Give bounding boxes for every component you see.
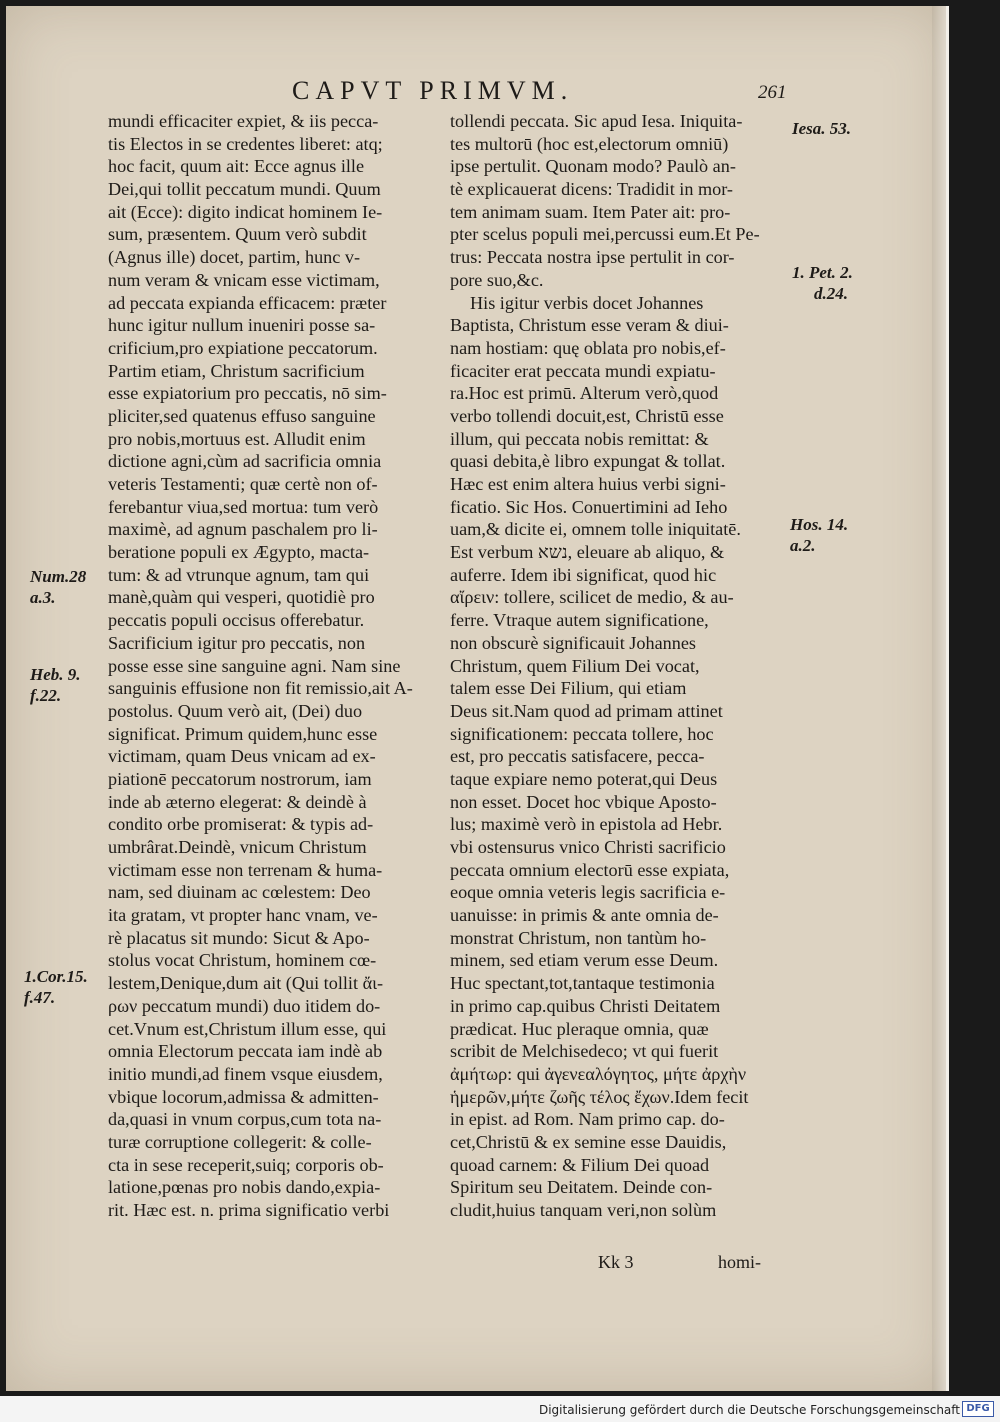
text-line: lestem,Denique,dum ait (Qui tollit ἄι- bbox=[108, 973, 384, 994]
text-line: piationē peccatorum nostrorum, iam bbox=[108, 768, 372, 789]
right-text-column bbox=[450, 110, 790, 1222]
text-line: ra.Hoc est primū. Alterum verò,quod bbox=[450, 383, 719, 404]
text-line: in primo cap.quibus Christi Deitatem bbox=[450, 995, 721, 1016]
text-line: Sacrificium igitur pro peccatis, non bbox=[108, 632, 366, 653]
text-line: scribit de Melchisedeco; vt qui fuerit bbox=[450, 1041, 719, 1062]
text-line: cludit,huius tanquam veri,non solùm bbox=[450, 1200, 717, 1220]
text-line: uam,& dicite ei, omnem tolle iniquitatē. bbox=[450, 519, 741, 540]
text-line: inde ab æterno elegerat: & deindè à bbox=[108, 791, 367, 812]
page-edge bbox=[932, 6, 946, 1391]
text-line: condito orbe promiserat: & typis ad- bbox=[108, 814, 374, 835]
margin-note-iesa: Iesa. 53. bbox=[792, 119, 852, 138]
text-line: Huc spectant,tot,tantaque testimonia bbox=[450, 973, 715, 994]
text-line: manè,quàm qui vesperi, quotidiè pro bbox=[108, 587, 375, 608]
text-line: veteris Testamenti; quæ certè non of- bbox=[108, 474, 378, 494]
text-line: posse esse sine sanguine agni. Nam sine bbox=[108, 655, 401, 676]
text-line: ἡμερῶν,μήτε ζωῆς τέλος ἔχων.Idem fecit bbox=[450, 1086, 749, 1107]
text-line: Hæc est enim altera huius verbi signi- bbox=[450, 474, 726, 494]
text-line: ipse pertulit. Quonam modo? Paulò an- bbox=[450, 156, 736, 177]
margin-note-heb: Heb. 9. f.22. bbox=[30, 665, 81, 705]
text-line: in epist. ad Rom. Nam primo cap. do- bbox=[450, 1109, 725, 1130]
left-text-column bbox=[108, 110, 438, 1222]
margin-note-1cor: 1.Cor.15. f.47. bbox=[24, 967, 88, 1007]
text-line: tem animam suam. Item Pater ait: pro- bbox=[450, 201, 731, 222]
text-line: latione,pœnas pro nobis dando,expia- bbox=[108, 1177, 381, 1198]
text-line: non obscurè significauit Johannes bbox=[450, 632, 696, 653]
text-line: taque expiare nemo poterat,qui Deus bbox=[450, 768, 718, 789]
text-line: cta in sese receperit,suiq; corporis ob- bbox=[108, 1154, 384, 1175]
text-line: Est verbum נשא, eleuare ab aliquo, & bbox=[450, 542, 725, 563]
text-line: cet.Vnum est,Christum illum esse, qui bbox=[108, 1018, 387, 1039]
footer-bar bbox=[0, 1396, 1000, 1422]
text-line: rit. Hæc est. n. prima significatio verbi bbox=[108, 1200, 390, 1220]
text-line: minem, sed etiam verum esse Deum. bbox=[450, 950, 719, 971]
text-line: prædicat. Huc pleraque omnia, quæ bbox=[450, 1018, 709, 1039]
text-line: turæ corruptione collegerit: & colle- bbox=[108, 1131, 372, 1152]
funding-credit: Digitalisierung gefördert durch die Deutsche Forschungsgemeinschaft bbox=[538, 1403, 960, 1417]
text-line: rè placatus sit mundo: Sicut & Apo- bbox=[108, 927, 370, 948]
text-line: Dei,qui tollit peccatum mundi. Quum bbox=[108, 179, 381, 200]
text-line: significationem: peccata tollere, hoc bbox=[450, 723, 714, 744]
text-line: (Agnus ille) docet, partim, hunc v- bbox=[108, 247, 361, 268]
text-line: trus: Peccata nostra ipse pertulit in cor- bbox=[450, 247, 735, 268]
text-line: peccatis populi occisus offerebatur. bbox=[108, 610, 365, 631]
catchword: homi- bbox=[718, 1252, 761, 1272]
text-line: tum: & ad vtrunque agnum, tam qui bbox=[108, 564, 370, 585]
text-line: est, pro peccatis satisfacere, pecca- bbox=[450, 746, 705, 767]
text-line: umbrârat.Deindè, vnicum Christum bbox=[108, 837, 367, 857]
text-line: ἀμήτωρ: qui ἀγενεαλόγητος, μήτε ἀρχὴν bbox=[450, 1063, 747, 1084]
text-line: stolus vocat Christum, hominem cœ- bbox=[108, 950, 377, 971]
text-line: ficatio. Sic Hos. Conuertimini ad Ieho bbox=[450, 496, 728, 517]
text-line: monstrat Christum, non tantùm ho- bbox=[450, 927, 707, 948]
text-line: mundi efficaciter expiet, & iis pecca- bbox=[108, 111, 379, 131]
text-line: illum, qui peccata nobis remittat: & bbox=[450, 428, 709, 449]
text-line: tis Electos in se credentes liberet: atq; bbox=[108, 133, 383, 154]
margin-note-1pet: 1. Pet. 2. d.24. bbox=[792, 263, 853, 303]
text-line: tes multorū (hoc est,electorum omniū) bbox=[450, 133, 729, 154]
running-head: CAPVT PRIMVM. bbox=[292, 76, 574, 105]
text-line: non esset. Docet hoc vbique Aposto- bbox=[450, 791, 717, 812]
signature-mark: Kk 3 bbox=[598, 1252, 634, 1272]
text-line: Spiritum seu Deitatem. Deinde con- bbox=[450, 1177, 713, 1198]
text-line: ait (Ecce): digito indicat hominem Ie- bbox=[108, 201, 383, 222]
text-line: tè explicauerat dicens: Tradidit in mor- bbox=[450, 179, 733, 200]
margin-note-hos: Hos. 14. a.2. bbox=[790, 515, 849, 555]
text-line: pter scelus populi mei,percussi eum.Et Pe- bbox=[450, 224, 760, 245]
margin-note-num: Num.28 a.3. bbox=[30, 567, 87, 607]
text-line: quoad carnem: & Filium Dei quoad bbox=[450, 1154, 710, 1175]
text-line: crificium,pro expiatione peccatorum. bbox=[108, 337, 378, 358]
text-line: initio mundi,ad finem vsque eiusdem, bbox=[108, 1063, 383, 1084]
text-line: tollendi peccata. Sic apud Iesa. Iniquita- bbox=[450, 111, 743, 131]
text-line: talem esse Dei Filium, qui etiam bbox=[450, 678, 687, 699]
text-line: αἴρειν: tollere, scilicet de medio, & au- bbox=[450, 587, 734, 608]
text-line: hunc igitur nullum inueniri posse sa- bbox=[108, 315, 376, 336]
text-line: vbique locorum,admissa & admitten- bbox=[108, 1086, 379, 1107]
text-line: auferre. Idem ibi significat, quod hic bbox=[450, 564, 717, 585]
text-line: quasi debita,è libro expungat & tollat. bbox=[450, 451, 726, 472]
text-line: hoc facit, quum ait: Ecce agnus ille bbox=[108, 156, 365, 177]
text-line: num veram & vnicam esse victimam, bbox=[108, 269, 380, 290]
text-line: victimam esse non terrenam & huma- bbox=[108, 859, 383, 880]
text-line: pore suo,&c. bbox=[450, 269, 544, 290]
text-line: ficaciter erat peccata mundi expiatu- bbox=[450, 360, 716, 381]
text-line: ad peccata expianda efficacem: præter bbox=[108, 292, 387, 313]
text-line: maximè, ad agnum paschalem pro li- bbox=[108, 519, 378, 540]
text-line: pliciter,sed quatenus effuso sanguine bbox=[108, 405, 376, 426]
text-line: verbo tollendi docuit,est, Christū esse bbox=[450, 405, 724, 426]
text-line: beratione populi ex Ægypto, macta- bbox=[108, 542, 370, 563]
text-line: nam, sed diuinam ac cœlestem: Deo bbox=[108, 882, 371, 903]
text-line: Baptista, Christum esse veram & diui- bbox=[450, 315, 729, 336]
text-line: uanuisse: in primis & ante omnia de- bbox=[450, 905, 719, 926]
text-line: Christum, quem Filium Dei vocat, bbox=[450, 655, 700, 676]
text-line: cet,Christū & ex semine esse Dauidis, bbox=[450, 1131, 727, 1152]
text-line: omnia Electorum peccata iam indè ab bbox=[108, 1041, 383, 1062]
text-line: His igitur verbis docet Johannes bbox=[470, 292, 704, 313]
text-line: da,quasi in vnum corpus,cum tota na- bbox=[108, 1109, 382, 1130]
text-line: peccata omnium electorū esse expiata, bbox=[450, 859, 730, 880]
text-line: pro nobis,mortuus est. Alludit enim bbox=[108, 428, 366, 449]
text-line: dictione agni,cùm ad sacrificia omnia bbox=[108, 451, 382, 472]
text-line: nam hostiam: quę oblata pro nobis,ef- bbox=[450, 337, 726, 358]
dfg-logo: DFG bbox=[962, 1401, 994, 1417]
text-line: esse expiatorium pro peccatis, nō sim- bbox=[108, 383, 387, 404]
text-line: Partim etiam, Christum sacrificium bbox=[108, 360, 365, 381]
text-line: sum, præsentem. Quum verò subdit bbox=[108, 224, 367, 245]
text-line: victimam, quam Deus vnicam ad ex- bbox=[108, 746, 376, 767]
text-line: vbi ostensurus vnico Christi sacrificio bbox=[450, 837, 726, 857]
text-line: postolus. Quum verò ait, (Dei) duo bbox=[108, 700, 363, 721]
text-line: eoque omnia veteris legis sacrificia e- bbox=[450, 882, 726, 903]
text-line: Deus sit.Nam quod ad primam attinet bbox=[450, 700, 723, 721]
page-number: 261 bbox=[758, 82, 787, 103]
text-line: sanguinis effusione non fit remissio,ait A- bbox=[108, 678, 413, 699]
text-line: ferebantur viua,sed mortua: tum verò bbox=[108, 496, 379, 517]
text-line: lus; maximè verò in epistola ad Hebr. bbox=[450, 814, 723, 835]
text-line: significat. Primum quidem,hunc esse bbox=[108, 723, 378, 744]
text-line: ita gratam, vt propter hanc vnam, ve- bbox=[108, 905, 378, 926]
text-line: ferre. Vtraque autem significatione, bbox=[450, 610, 709, 631]
text-line: ρων peccatum mundi) duo itidem do- bbox=[108, 995, 381, 1016]
